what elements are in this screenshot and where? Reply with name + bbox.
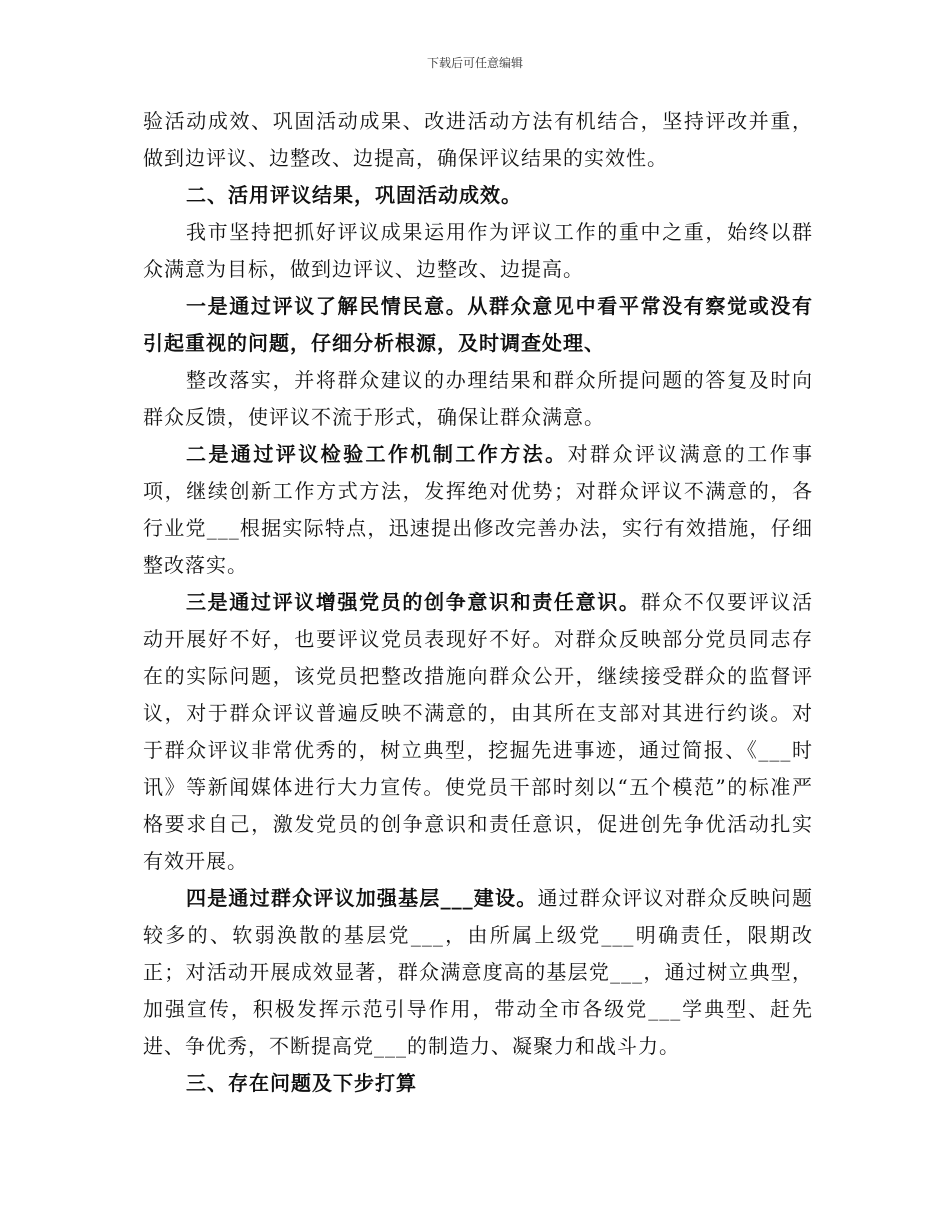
paragraph-point-1-continued xyxy=(143,362,813,436)
paragraph-point-3 xyxy=(143,584,813,880)
point-lead: 二是通过评议检验工作机制工作方法。 xyxy=(186,442,568,466)
point-lead: 一是通过评议了解民情民意。从群众意见中看平常没有察觉或没有引起重视的问题，仔细分析根源，及时调查处理、 xyxy=(143,294,813,355)
paragraph-point-4 xyxy=(143,880,813,1065)
document-body xyxy=(143,103,813,1102)
point-lead: 四是通过群众评议加强基层___建设。 xyxy=(186,886,538,910)
paragraph-intro xyxy=(143,214,813,288)
paragraph-point-2 xyxy=(143,436,813,584)
point-lead: 三是通过评议增强党员的创争意识和责任意识。 xyxy=(186,590,641,614)
page-header: 下载后可任意编辑 xyxy=(426,56,523,70)
paragraph-text: 验活动成效、巩固活动成果、改进活动方法有机结合，坚持评改并重，做到边评议、边整改、边提高，确保评议结果的实效性。 xyxy=(143,109,813,170)
paragraph-continuation xyxy=(143,103,813,177)
paragraph-point-1 xyxy=(143,288,813,362)
heading-text: 三、存在问题及下步打算 xyxy=(186,1071,417,1095)
paragraph-text: 群众不仅要评议活动开展好不好，也要评议党员表现好不好。对群众反映部分党员同志存在的实际问题，该党员把整改措施向群众公开，继续接受群众的监督评议，对于群众评议普遍反映不满意的，由其所在支部对其进行约谈。对于群众评议非常优秀的，树立典型，挖掘先进事迹，通过简报、《___时讯》等新闻媒体进行大力宣传。使党员干部时刻以“五个模范”的标准严格要求自己，激发党员的创争意识和责任意识，促进创先争优活动扎实有效开展。 xyxy=(143,590,813,873)
paragraph-text: 整改落实，并将群众建议的办理结果和群众所提问题的答复及时向群众反馈，使评议不流于形式，确保让群众满意。 xyxy=(143,368,813,429)
paragraph-text: 通过群众评议对群众反映问题较多的、软弱涣散的基层党___，由所属上级党___明确责任，限期改正；对活动开展成效显著，群众满意度高的基层党___，通过树立典型，加强宣传，积极发挥示范引导作用，带动全市各级党___学典型、赶先进、争优秀，不断提高党___的制造力、凝聚力和战斗力。 xyxy=(143,886,814,1058)
heading-text: 二、活用评议结果，巩固活动成效。 xyxy=(186,183,522,207)
section-heading-3 xyxy=(143,1065,813,1102)
section-heading-2 xyxy=(143,177,813,214)
paragraph-text: 我市坚持把抓好评议成果运用作为评议工作的重中之重，始终以群众满意为目标，做到边评议、边整改、边提高。 xyxy=(143,220,813,281)
paragraph-text: 对群众评议满意的工作事项，继续创新工作方式方法，发挥绝对优势；对群众评议不满意的，各行业党___根据实际特点，迅速提出修改完善办法，实行有效措施，仔细整改落实。 xyxy=(143,442,814,577)
